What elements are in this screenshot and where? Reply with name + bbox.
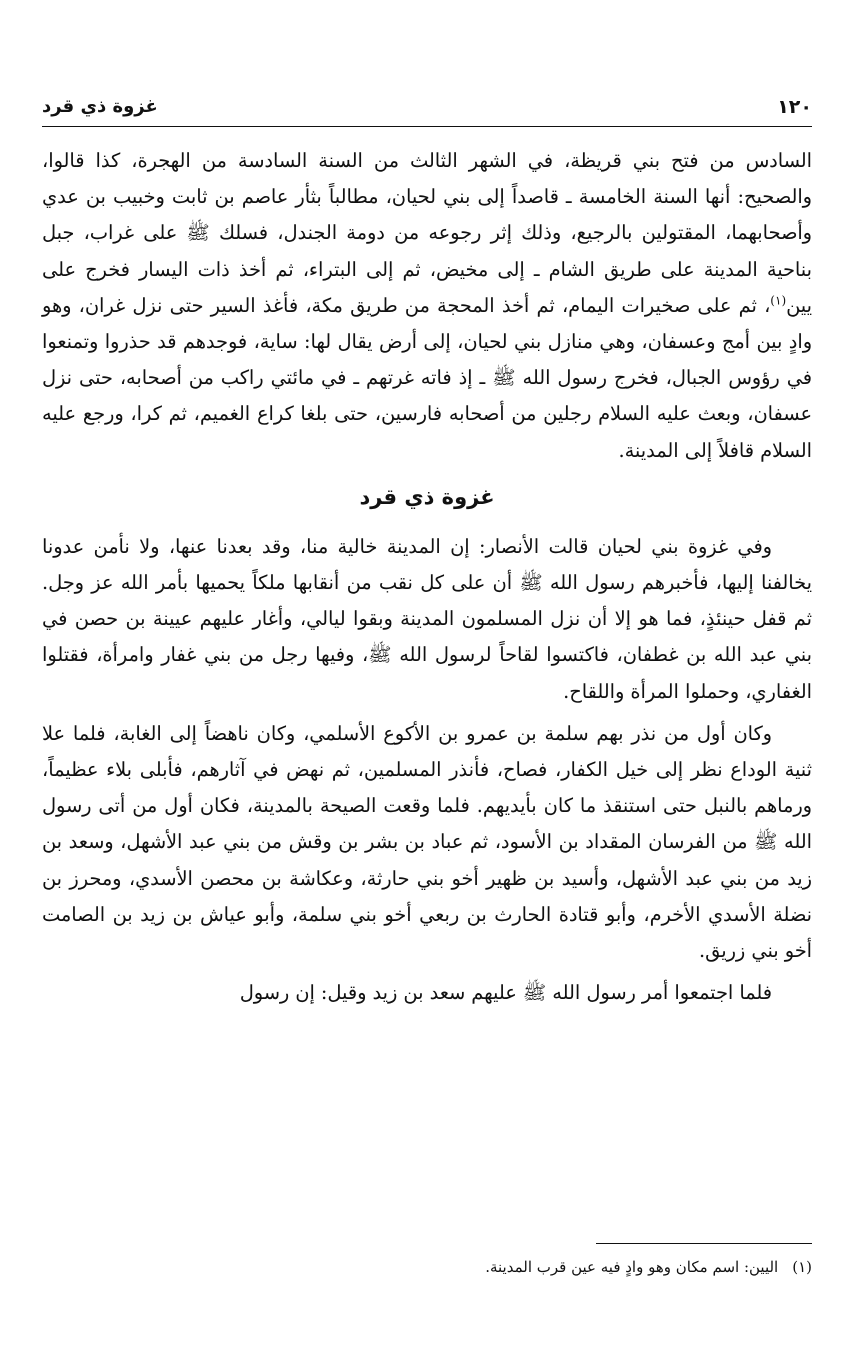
paragraph: وفي غزوة بني لحيان قالت الأنصار: إن المدينة خالية منا، وقد بعدنا عنها، ولا نأمن عدونا يخالفنا إليها، فأخبرهم رسول الله ﷺ أن على كل نقب من أنقابها ملكاً يحميها بأمر الله عز وجل. ثم قفل حينئذٍ، فما هو إلا أن نزل المسلمون المدينة وبقوا ليالي، وأغار عليهم عيينة بن حصن في بني عبد الله بن غطفان، فاكتسوا لقاحاً لرسول الله ﷺ، وفيها رجل من بني غفار وامرأة، فقتلوا الغفاري، وحملوا المرأة واللقاح. — [42, 534, 812, 703]
running-header — [42, 92, 812, 127]
page-number: ١٢٠ — [777, 96, 812, 118]
running-title: غزوة ذي قرد — [42, 96, 158, 117]
paragraph: فلما اجتمعوا أمر رسول الله ﷺ عليهم سعد بن زيد وقيل: إن رسول — [239, 981, 772, 1005]
paragraph-text: السادس من فتح بني قريظة، في الشهر الثالث من السنة السادسة من الهجرة، كذا قالوا، والصحيح: أنها السنة الخامسة ـ قاصداً إلى بني لحيان، مطالباً بثأر عاصم بن ثابت وخبيب بن عدي وأصحابهما، المقتولين بالرجيع، وذلك إثر رجوعه من دومة الجندل، فسلك ﷺ على غراب، جبل بناحية المدينة على طريق الشام ـ إلى مخيض، ثم إلى البتراء، ثم أخذ ذات اليسار فخرج على يين — [42, 149, 812, 317]
footnote-text: اليين: اسم مكان وهو وادٍ فيه عين قرب المدينة. — [485, 1258, 779, 1276]
body-text — [42, 143, 812, 1011]
section-heading: غزوة ذي قرد — [359, 484, 495, 509]
footnote-divider — [596, 1243, 812, 1244]
footnote — [42, 1254, 812, 1280]
paragraph-text: ، ثم على صخيرات اليمام، ثم أخذ المحجة من طريق مكة، فأغذ السير حتى نزل غران، وهو وادٍ بين أمج وعسفان، وهي منازل بني لحيان، إلى أرض يقال لها: ساية، فوجدهم قد حذروا وتمنعوا في رؤوس الجبال، فخرج رسول الله ﷺ ـ إذ فاته غرتهم ـ في مائتي راكب من أصحابه، حتى نزل عسفان، وبعث عليه السلام رجلين من أصحابه فارسين، حتى بلغا كراع الغميم، ثم كرا، ورجع عليه السلام قافلاً إلى المدينة. — [42, 293, 812, 462]
footnote-reference: (١) — [770, 293, 787, 308]
paragraph — [42, 143, 812, 469]
footnote-number: (١) — [792, 1258, 812, 1276]
paragraph: وكان أول من نذر بهم سلمة بن عمرو بن الأكوع الأسلمي، وكان ناهضاً إلى الغابة، فلما علا ثنية الوداع نظر إلى خيل الكفار، فصاح، فأنذر المسلمين، ثم نهض في آثارهم، فأبلى بلاء عظيماً، ورماهم بالنبل حتى استنقذ ما كان بأيديهم. فلما وقعت الصيحة بالمدينة، فكان أول من أتى رسول الله ﷺ من الفرسان المقداد بن الأسود، ثم عباد بن بشر بن وقش من بني عبد الأشهل، وسعد بن زيد من بني عبد الأشهل، وأسيد بن ظهير أخو بني حارثة، وعكاشة بن محصن الأسدي، ومحرز بن نضلة الأسدي الأخرم، وأبو قتادة الحارث بن ربعي أخو بني سلمة، وأبو عياش بن زيد بن الصامت أخو بني زريق. — [42, 721, 812, 963]
